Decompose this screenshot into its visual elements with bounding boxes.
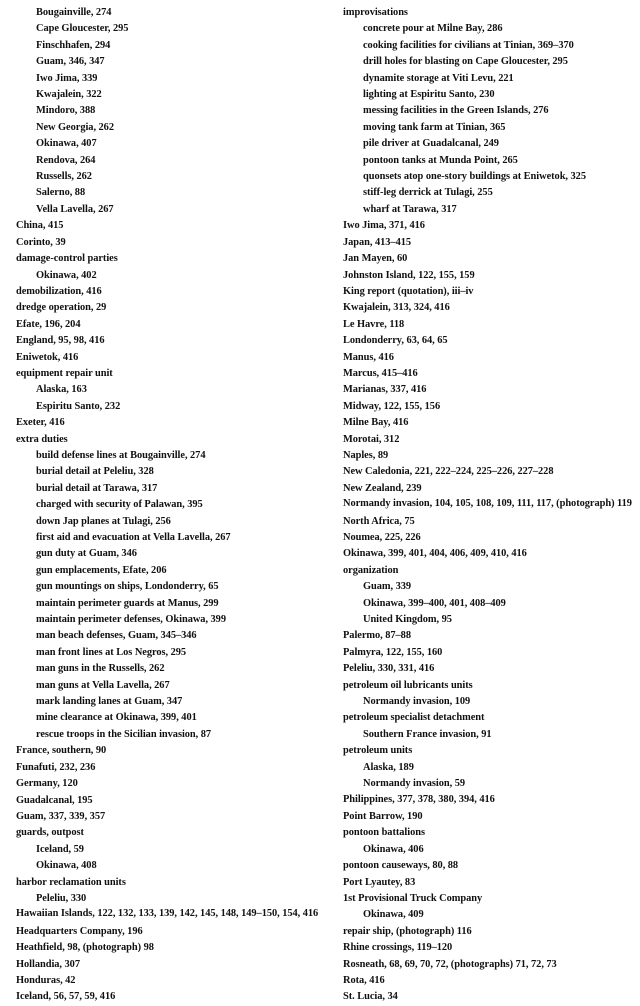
index-subentry: mine clearance at Okinawa, 399, 401 xyxy=(36,712,197,724)
index-subentry: maintain perimeter guards at Manus, 299 xyxy=(36,597,219,609)
index-entry: Le Havre, 118 xyxy=(343,318,405,330)
index-entry: France, southern, 90 xyxy=(16,745,107,757)
index-subentry: gun mountings on ships, Londonderry, 65 xyxy=(36,581,219,593)
index-entry: Honduras, 42 xyxy=(16,974,76,986)
index-subentry: Okinawa, 407 xyxy=(36,138,97,150)
index-subentry: Cape Gloucester, 295 xyxy=(36,23,129,35)
index-entry: Noumea, 225, 226 xyxy=(343,531,421,543)
index-subentry: build defense lines at Bougainville, 274 xyxy=(36,449,206,461)
index-entry: Okinawa, 399, 401, 404, 406, 409, 410, 416 xyxy=(343,548,527,560)
index-subentry: Okinawa, 408 xyxy=(36,860,97,872)
index-subentry: Kwajalein, 322 xyxy=(36,89,102,101)
index-entry: Rota, 416 xyxy=(343,974,385,986)
index-entry: damage-control parties xyxy=(16,253,118,265)
index-entry: petroleum oil lubricants units xyxy=(343,679,473,691)
index-column-left xyxy=(16,5,320,1006)
index-subentry: Mindoro, 388 xyxy=(36,105,96,117)
index-subentry: Iwo Jima, 339 xyxy=(36,72,98,84)
index-column-right xyxy=(343,5,635,1006)
index-entry: Hollandia, 307 xyxy=(16,958,80,970)
index-entry: Heathfield, 98, (photograph) 98 xyxy=(16,942,154,954)
index-entry: England, 95, 98, 416 xyxy=(16,335,105,347)
index-subentry: Rendova, 264 xyxy=(36,154,96,166)
index-subentry: Okinawa, 409 xyxy=(363,909,424,921)
index-entry: New Caledonia, 221, 222–224, 225–226, 227–228 xyxy=(343,466,554,478)
index-entry: Palermo, 87–88 xyxy=(343,630,411,642)
index-entry: improvisations xyxy=(343,7,408,18)
index-entry: Point Barrow, 190 xyxy=(343,810,423,822)
index-entry: Marianas, 337, 416 xyxy=(343,384,427,396)
index-subentry: Normandy invasion, 59 xyxy=(363,778,466,790)
index-entry: Iceland, 56, 57, 59, 416 xyxy=(16,991,116,1003)
index-entry: Exeter, 416 xyxy=(16,417,65,429)
index-subentry: charged with security of Palawan, 395 xyxy=(36,499,203,511)
index-entry: Rhine crossings, 119–120 xyxy=(343,942,453,954)
index-subentry: man guns at Vella Lavella, 267 xyxy=(36,679,170,691)
index-entry: Iwo Jima, 371, 416 xyxy=(343,220,425,232)
index-subentry: Alaska, 189 xyxy=(363,761,414,773)
index-entry: King report (quotation), iii–iv xyxy=(343,285,474,297)
index-entry: North Africa, 75 xyxy=(343,515,415,527)
index-subentry: gun duty at Guam, 346 xyxy=(36,548,137,560)
index-entry: pontoon battalions xyxy=(343,827,425,839)
index-subentry: Guam, 339 xyxy=(363,581,412,593)
index-entry: Hawaiian Islands, 122, 132, 133, 139, 142, 145, 148, 149–150, 154, 416 xyxy=(16,908,319,920)
index-entry: Morotai, 312 xyxy=(343,433,400,445)
index-subentry: down Jap planes at Tulagi, 256 xyxy=(36,515,171,527)
index-subentry: Espiritu Santo, 232 xyxy=(36,400,121,412)
index-entry: Midway, 122, 155, 156 xyxy=(343,400,441,412)
index-subentry: moving tank farm at Tinian, 365 xyxy=(363,121,506,133)
index-entry: petroleum units xyxy=(343,745,413,757)
index-subentry: rescue troops in the Sicilian invasion, 87 xyxy=(36,728,212,740)
index-subentry: burial detail at Tarawa, 317 xyxy=(36,482,158,494)
index-subentry: man front lines at Los Negros, 295 xyxy=(36,646,187,658)
index-entry: extra duties xyxy=(16,433,68,445)
index-entry: New Zealand, 239 xyxy=(343,482,422,494)
index-entry: Philippines, 377, 378, 380, 394, 416 xyxy=(343,794,495,806)
index-entry: Rosneath, 68, 69, 70, 72, (photographs) 71, 72, 73 xyxy=(343,958,557,970)
index-subentry: gun emplacements, Efate, 206 xyxy=(36,564,167,576)
index-entry: guards, outpost xyxy=(16,827,84,839)
index-entry: Milne Bay, 416 xyxy=(343,417,409,429)
index-subentry: man guns in the Russells, 262 xyxy=(36,663,165,675)
index-subentry: man beach defenses, Guam, 345–346 xyxy=(36,630,197,642)
index-subentry: Finschhafen, 294 xyxy=(36,39,111,51)
index-subentry: Salerno, 88 xyxy=(36,187,86,199)
index-entry: Funafuti, 232, 236 xyxy=(16,761,96,773)
index-subentry: wharf at Tarawa, 317 xyxy=(363,203,457,215)
index-entry: Eniwetok, 416 xyxy=(16,351,79,363)
index-entry: Efate, 196, 204 xyxy=(16,318,81,330)
index-subentry: mark landing lanes at Guam, 347 xyxy=(36,696,183,708)
index-subentry: United Kingdom, 95 xyxy=(363,614,452,626)
index-subentry: stiff-leg derrick at Tulagi, 255 xyxy=(363,187,493,199)
index-subentry: lighting at Espiritu Santo, 230 xyxy=(363,89,495,101)
index-subentry: drill holes for blasting on Cape Gloucester, 295 xyxy=(363,56,568,68)
index-subentry: maintain perimeter defenses, Okinawa, 399 xyxy=(36,614,226,626)
index-entry: Manus, 416 xyxy=(343,351,394,363)
index-subentry: Southern France invasion, 91 xyxy=(363,728,492,740)
index-subentry: Okinawa, 406 xyxy=(363,843,424,855)
index-entry: Germany, 120 xyxy=(16,778,78,790)
index-entry: 1st Provisional Truck Company xyxy=(343,892,483,904)
index-entry: China, 415 xyxy=(16,220,64,232)
index-subentry: Okinawa, 402 xyxy=(36,269,97,281)
index-subentry: pile driver at Guadalcanal, 249 xyxy=(363,138,499,150)
index-entry: Normandy invasion, 104, 105, 108, 109, 111, 117, (photograph) 119 xyxy=(343,498,632,510)
index-subentry: Guam, 346, 347 xyxy=(36,56,105,68)
index-subentry: concrete pour at Milne Bay, 286 xyxy=(363,23,503,35)
index-entry: equipment repair unit xyxy=(16,367,113,379)
index-subentry: first aid and evacuation at Vella Lavella, 267 xyxy=(36,532,231,543)
index-subentry: Normandy invasion, 109 xyxy=(363,696,471,708)
index-subentry: Okinawa, 399–400, 401, 408–409 xyxy=(363,597,506,609)
index-subentry: New Georgia, 262 xyxy=(36,121,114,133)
index-entry: Naples, 89 xyxy=(343,449,389,461)
index-subentry: burial detail at Peleliu, 328 xyxy=(36,466,154,478)
index-subentry: messing facilities in the Green Islands, 276 xyxy=(363,105,549,117)
index-entry: demobilization, 416 xyxy=(16,285,102,297)
index-entry: organization xyxy=(343,564,399,576)
index-subentry: Iceland, 59 xyxy=(36,843,84,855)
index-subentry: quonsets atop one-story buildings at Eniwetok, 325 xyxy=(363,171,586,183)
index-entry: Palmyra, 122, 155, 160 xyxy=(343,646,443,658)
index-entry: pontoon causeways, 80, 88 xyxy=(343,860,459,872)
index-subentry: cooking facilities for civilians at Tinian, 369–370 xyxy=(363,39,574,51)
index-entry: Londonderry, 63, 64, 65 xyxy=(343,335,448,347)
index-entry: Jan Mayen, 60 xyxy=(343,253,408,265)
index-subentry: pontoon tanks at Munda Point, 265 xyxy=(363,154,518,166)
index-subentry: dynamite storage at Viti Levu, 221 xyxy=(363,72,514,84)
index-entry: Corinto, 39 xyxy=(16,236,66,248)
index-subentry: Peleliu, 330 xyxy=(36,892,87,904)
index-entry: dredge operation, 29 xyxy=(16,302,107,314)
index-entry: Marcus, 415–416 xyxy=(343,367,418,379)
index-entry: Japan, 413–415 xyxy=(343,236,412,248)
index-subentry: Bougainville, 274 xyxy=(36,7,112,18)
index-entry: Peleliu, 330, 331, 416 xyxy=(343,663,435,675)
index-entry: Guam, 337, 339, 357 xyxy=(16,810,106,822)
index-entry: Kwajalein, 313, 324, 416 xyxy=(343,302,450,314)
index-entry: petroleum specialist detachment xyxy=(343,712,485,724)
index-entry: St. Lucia, 34 xyxy=(343,991,398,1003)
index-entry: harbor reclamation units xyxy=(16,876,126,888)
index-entry: Johnston Island, 122, 155, 159 xyxy=(343,269,475,281)
index-entry: Guadalcanal, 195 xyxy=(16,794,93,806)
index-subentry: Vella Lavella, 267 xyxy=(36,203,114,215)
index-entry: Headquarters Company, 196 xyxy=(16,925,143,937)
index-entry: repair ship, (photograph) 116 xyxy=(343,925,472,937)
index-entry: Port Lyautey, 83 xyxy=(343,876,416,888)
index-subentry: Russells, 262 xyxy=(36,171,92,183)
index-subentry: Alaska, 163 xyxy=(36,384,87,396)
